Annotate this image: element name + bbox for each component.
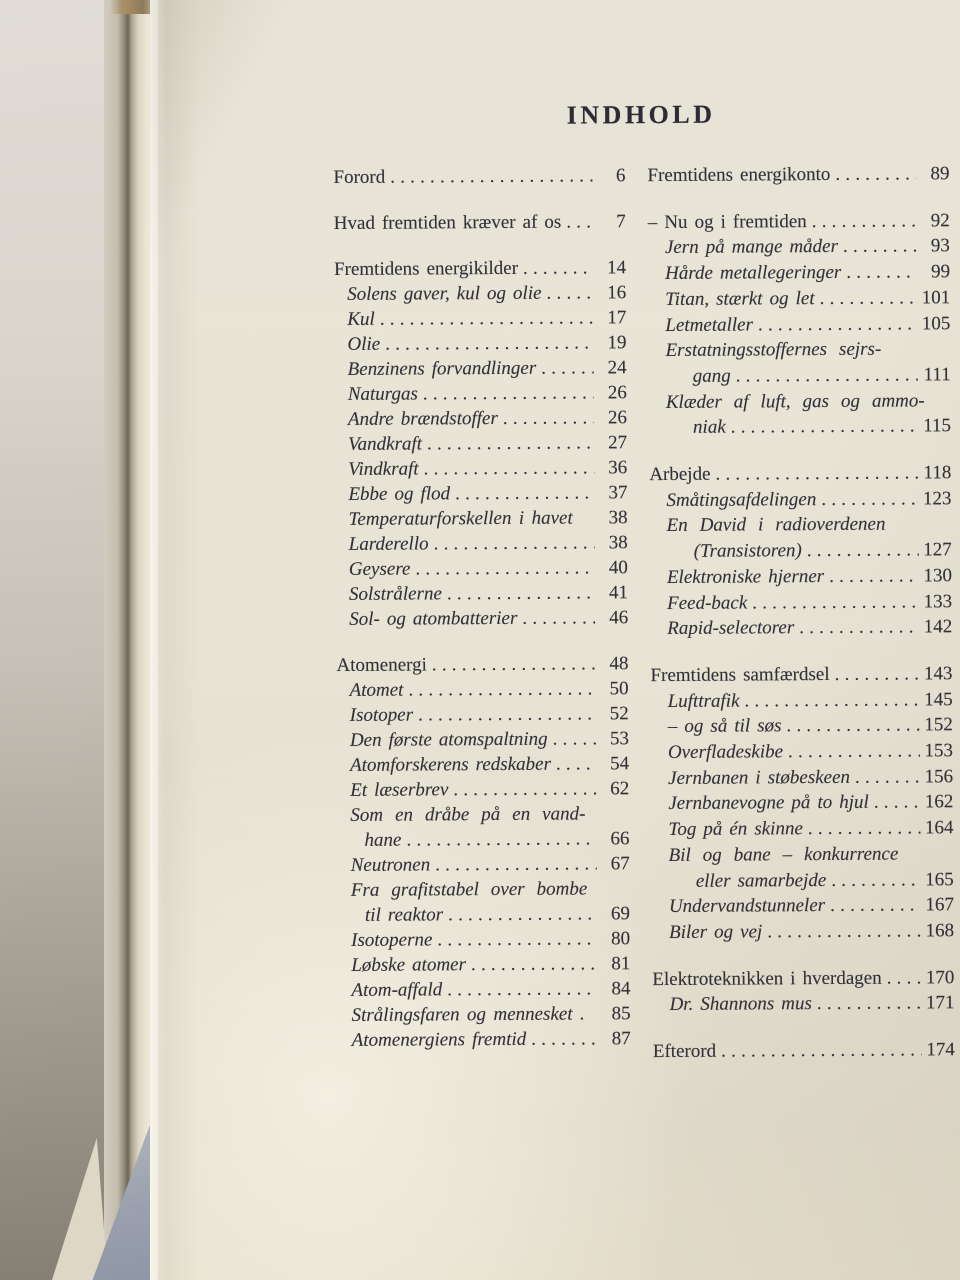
toc-page-number: 123	[922, 487, 952, 510]
toc-page-number: 19	[607, 332, 627, 354]
toc-entry-label: Elektroteknikken i hverdagen	[652, 967, 882, 990]
toc-row	[650, 589, 952, 617]
toc-entry-label: Atomforskerens redskaber	[350, 753, 552, 776]
toc-row	[338, 951, 630, 978]
toc-entry-label: Erstatningsstoffernes sejrs-	[665, 338, 882, 362]
toc-entry-label: Solens gaver, kul og olie	[347, 282, 542, 305]
toc-entry-label: Løbske atomer	[351, 954, 467, 976]
toc-column-left	[333, 163, 631, 1067]
leader-dots	[442, 580, 595, 606]
toc-page-number: 7	[616, 211, 626, 233]
toc-page-number: 53	[609, 728, 629, 750]
toc-row	[334, 330, 626, 357]
toc-entry-label: Fremtidens energikilder	[333, 257, 519, 280]
toc-page-number: 52	[609, 703, 629, 725]
toc-entry-label: Atomet	[349, 679, 404, 701]
leader-dots	[816, 486, 918, 512]
leader-dots	[850, 764, 920, 790]
toc-page-number: 170	[925, 966, 955, 989]
toc-row	[337, 776, 629, 803]
toc-entry-label: Efterord	[652, 1040, 717, 1063]
toc-entry-label: Forord	[333, 166, 386, 188]
leader-dots	[422, 430, 594, 456]
toc-page-number: 111	[923, 364, 951, 386]
toc-entry-label: Naturgas	[347, 383, 418, 405]
toc-row	[648, 234, 950, 262]
leader-dots	[536, 355, 594, 380]
toc-page-number: 171	[925, 992, 955, 1014]
leader-dots	[526, 1026, 598, 1051]
toc-row	[335, 355, 627, 382]
toc-entry-label: eller samarbejde	[695, 869, 827, 892]
toc-row	[338, 901, 630, 928]
toc-entry-label: Dr. Shannons mus	[669, 993, 812, 1016]
toc-entry-label: Vandkraft	[348, 433, 423, 455]
toc-row	[652, 893, 954, 921]
toc-entry-label: Benzinens forvandlinger	[347, 357, 537, 380]
toc-row	[652, 965, 954, 993]
toc-page-number: 87	[611, 1028, 631, 1050]
toc-page-number: 26	[607, 407, 628, 429]
toc-entry-label: Atomenergi	[336, 654, 427, 676]
toc-entry-label: Undervandstunneler	[668, 895, 826, 918]
toc-page-number: 46	[609, 607, 629, 629]
toc-row	[336, 605, 628, 632]
leader-dots	[498, 405, 594, 431]
toc-page-number: 156	[924, 765, 954, 788]
toc-page-number: 62	[610, 778, 630, 800]
toc-row	[648, 311, 950, 339]
toc-entry-label: Elektroniske hjerner	[666, 565, 825, 588]
toc-page-number: 66	[610, 828, 630, 850]
toc-row	[337, 676, 629, 703]
toc-row	[652, 991, 954, 1019]
toc-page-number: 38	[608, 532, 628, 554]
toc-row	[336, 530, 628, 557]
toc-row	[647, 161, 949, 189]
toc-page-number: 54	[609, 753, 630, 775]
toc-row	[650, 563, 952, 591]
toc-row	[652, 841, 954, 869]
leader-dots	[726, 414, 918, 441]
leader-dots	[375, 305, 594, 331]
toc-entry-label: Solstrålerne	[348, 583, 442, 605]
toc-page-number: 84	[611, 978, 631, 1000]
toc-row	[334, 209, 626, 236]
toc-row	[334, 305, 626, 332]
leader-dots	[826, 867, 921, 893]
leader-dots	[401, 826, 596, 852]
toc-row	[337, 701, 629, 728]
toc-row	[335, 405, 627, 432]
toc-row	[651, 687, 953, 715]
toc-entry-label: Olie	[347, 333, 381, 355]
toc-row	[335, 480, 627, 507]
leader-dots	[541, 280, 593, 305]
leader-dots	[802, 538, 919, 564]
toc-row	[651, 764, 953, 792]
leader-dots	[716, 1038, 922, 1065]
leader-dots	[419, 455, 595, 481]
toc-entry-label: Atomenergiens fremtid	[351, 1028, 527, 1051]
toc-entry-label: Feed-back	[667, 592, 748, 614]
toc-page-number: 101	[921, 287, 951, 309]
leader-dots	[561, 209, 593, 234]
toc-entry-label: Småtingsafdelingen	[666, 488, 817, 511]
toc-entry-label: Letmetaller	[665, 313, 754, 336]
toc-page-number: 67	[610, 853, 630, 875]
toc-entry-label: Isotoperne	[351, 929, 433, 951]
toc-column-right	[647, 161, 955, 1065]
toc-entry-label: Larderello	[348, 533, 429, 555]
toc-entry-label: Strålingsfaren og mennesket .	[351, 1003, 585, 1026]
leader-dots	[783, 738, 920, 765]
toc-entry-label: Titan, stærkt og let	[665, 287, 815, 310]
leader-dots	[442, 976, 597, 1002]
toc-row	[337, 751, 629, 778]
toc-page-number: 16	[607, 282, 627, 304]
toc-entry-label: Geysere	[348, 558, 411, 580]
leader-dots	[781, 713, 920, 740]
toc-entry-label: Lufttrafik	[667, 690, 740, 712]
leader-dots	[429, 530, 595, 556]
toc-row	[650, 512, 952, 540]
leader-dots	[551, 751, 596, 776]
page-stack-edge	[104, 0, 152, 1280]
toc-columns	[333, 161, 954, 1067]
toc-entry-label: En David i radioverdenen	[666, 514, 886, 537]
toc-row	[648, 285, 950, 313]
toc-row	[335, 430, 627, 457]
toc-page-number: 48	[609, 653, 629, 675]
toc-row	[337, 801, 629, 828]
toc-page-number: 69	[610, 903, 631, 925]
toc-entry-label: Tog på én skinne	[668, 818, 803, 841]
toc-row	[335, 455, 627, 482]
toc-row	[650, 661, 952, 689]
toc-page-number: 167	[925, 894, 954, 916]
toc-row	[338, 876, 630, 903]
leader-dots	[841, 260, 917, 286]
leader-dots	[824, 563, 919, 589]
toc-row	[652, 918, 954, 946]
toc-entry-label: Som en dråbe på en vand-	[350, 803, 586, 826]
toc-page-number: 143	[923, 663, 953, 685]
toc-entry-label: Neutronen	[350, 854, 431, 876]
leader-dots	[838, 234, 917, 260]
toc-page-number: 17	[607, 307, 627, 329]
toc-row	[336, 555, 628, 582]
toc-entry-label: Atom-affald	[351, 979, 443, 1001]
toc-entry-label: Vindkraft	[348, 458, 419, 480]
toc-row	[335, 380, 627, 407]
toc-row	[334, 280, 626, 307]
toc-entry-label: Rapid-selectorer	[667, 617, 795, 640]
toc-page-number: 127	[923, 539, 952, 561]
toc-row	[338, 851, 630, 878]
toc-entry-label: Fremtidens energikonto	[647, 163, 831, 187]
toc-entry-label: Temperaturforskellen i havet	[348, 507, 573, 530]
toc-entry-label: hane	[364, 829, 402, 851]
toc-row	[650, 537, 952, 565]
leader-dots	[466, 951, 597, 977]
toc-row	[648, 208, 950, 236]
toc-row	[336, 651, 628, 678]
toc-entry-label: Bil og bane – konkurrence	[668, 843, 899, 866]
toc-row	[337, 826, 629, 853]
leader-dots	[385, 163, 592, 189]
toc-entry-label: Sol- og atombatterier	[349, 607, 518, 630]
toc-page-number: 41	[608, 582, 629, 604]
leader-dots	[869, 790, 921, 816]
toc-row	[339, 1026, 631, 1053]
toc-page-number: 164	[924, 817, 954, 839]
toc-row	[648, 336, 950, 364]
leader-dots	[413, 701, 596, 727]
toc-page-number: 40	[608, 557, 628, 579]
toc-page-number: 118	[923, 462, 952, 484]
toc-entry-label: gang	[692, 365, 731, 387]
toc-page-number: 168	[925, 920, 955, 942]
toc-row	[651, 790, 953, 818]
toc-entry-label: Andre brændstoffer	[347, 407, 498, 430]
toc-row	[651, 713, 953, 741]
leader-dots	[747, 589, 919, 616]
toc-page-number: 80	[611, 928, 631, 950]
toc-page-number: 133	[923, 590, 953, 612]
toc-page-number: 26	[607, 382, 627, 404]
toc-page-number: 142	[923, 616, 953, 638]
toc-page-number: 145	[924, 688, 953, 711]
toc-entry-label: Ebbe og flod	[348, 483, 451, 505]
toc-row	[650, 614, 952, 642]
toc-row	[339, 1001, 631, 1028]
leader-dots	[753, 311, 918, 338]
toc-entry-label: Fremtidens samfærdsel	[650, 663, 830, 687]
toc-page-number: 37	[608, 482, 628, 504]
leader-dots	[825, 893, 921, 919]
leader-dots	[403, 676, 595, 702]
leader-dots	[380, 330, 593, 356]
toc-page-number: 14	[606, 257, 627, 279]
toc-entry-label: til reaktor	[364, 904, 444, 926]
leader-dots	[803, 816, 921, 842]
leader-dots	[731, 362, 918, 389]
toc-page-number: 50	[609, 678, 629, 700]
toc-entry-label: Den første atomspaltning	[349, 728, 548, 751]
leader-dots	[794, 615, 919, 641]
toc-entry-label: Biler og vej	[669, 921, 763, 943]
toc-page-number: 92	[930, 209, 950, 232]
toc-row	[651, 815, 953, 843]
toc-entry-label: Jernbanen i støbeskeen	[668, 766, 851, 789]
toc-entry-label: Klæder af luft, gas og ammo-	[665, 390, 925, 413]
toc-row	[648, 259, 950, 287]
toc-page-number: 6	[615, 165, 626, 187]
toc-page-number: 174	[926, 1039, 955, 1061]
leader-dots	[443, 901, 597, 927]
page-title: INDHOLD	[566, 99, 716, 130]
toc-entry-label: Et læserbrev	[350, 779, 449, 801]
toc-entry-label: Hvad fremtiden kræver af os	[333, 211, 562, 234]
leader-dots	[518, 255, 593, 280]
leader-dots	[812, 991, 922, 1017]
toc-page-number: 38	[608, 507, 628, 529]
toc-page-number: 81	[611, 953, 631, 975]
toc-entry-label: Fra grafitstabel over bombe	[350, 878, 588, 901]
toc-row	[649, 460, 951, 488]
toc-content	[333, 96, 955, 1067]
toc-entry-label: Jernbanevogne på to hjul	[668, 792, 869, 815]
toc-row	[335, 505, 627, 532]
leader-dots	[418, 380, 594, 406]
toc-page-number: 152	[924, 714, 953, 736]
toc-row	[334, 255, 626, 282]
leader-dots	[450, 480, 594, 506]
toc-page-number: 105	[921, 312, 951, 334]
toc-row	[652, 867, 954, 895]
leader-dots	[807, 208, 917, 234]
toc-page-number: 89	[930, 163, 950, 185]
toc-entry-label: Hårde metallegeringer	[665, 262, 842, 285]
toc-entry-label: – Nu og i fremtiden	[647, 210, 807, 233]
leader-dots	[432, 926, 597, 952]
book-page	[150, 0, 960, 1280]
leader-dots	[517, 605, 595, 630]
background-surface	[0, 0, 120, 1280]
toc-entry-label: Arbejde	[649, 463, 711, 486]
toc-row	[337, 726, 629, 753]
toc-entry-label: niak	[692, 416, 726, 439]
toc-page-number: 130	[923, 565, 952, 587]
toc-row	[649, 486, 951, 514]
toc-row	[651, 738, 953, 766]
toc-page-number: 36	[608, 457, 628, 479]
toc-page-number: 115	[923, 415, 952, 437]
toc-row	[336, 580, 628, 607]
leader-dots	[762, 918, 921, 945]
leader-dots	[548, 726, 596, 751]
toc-row	[653, 1037, 955, 1065]
toc-entry-label: Kul	[347, 308, 375, 330]
leader-dots	[430, 851, 597, 877]
toc-entry-label: (Transistoren)	[693, 540, 802, 562]
leader-dots	[427, 651, 596, 677]
toc-page-number: 165	[925, 868, 954, 890]
toc-entry-label: Overfladeskibe	[667, 741, 784, 764]
toc-page-number: 24	[607, 357, 627, 379]
leader-dots	[739, 687, 919, 714]
toc-row	[649, 388, 951, 416]
leader-dots	[710, 460, 918, 487]
toc-page-number: 27	[608, 432, 628, 454]
toc-page-number: 99	[930, 261, 951, 283]
toc-entry-label: – og så til søs	[667, 715, 782, 738]
toc-page-number: 162	[924, 791, 954, 813]
toc-row	[338, 926, 630, 953]
toc-row	[338, 976, 630, 1003]
toc-page-number: 153	[924, 740, 954, 762]
leader-dots	[882, 965, 922, 991]
toc-page-number: 93	[930, 235, 950, 257]
leader-dots	[830, 161, 916, 187]
toc-entry-label: Isotoper	[349, 704, 414, 726]
toc-row	[649, 362, 951, 390]
toc-page-number: 85	[611, 1003, 631, 1025]
toc-row	[649, 414, 951, 442]
leader-dots	[815, 285, 918, 311]
toc-row	[333, 163, 625, 190]
leader-dots	[448, 776, 596, 802]
leader-dots	[410, 555, 595, 581]
toc-entry-label: Jern på mange måder	[664, 236, 839, 259]
leader-dots	[830, 661, 920, 687]
